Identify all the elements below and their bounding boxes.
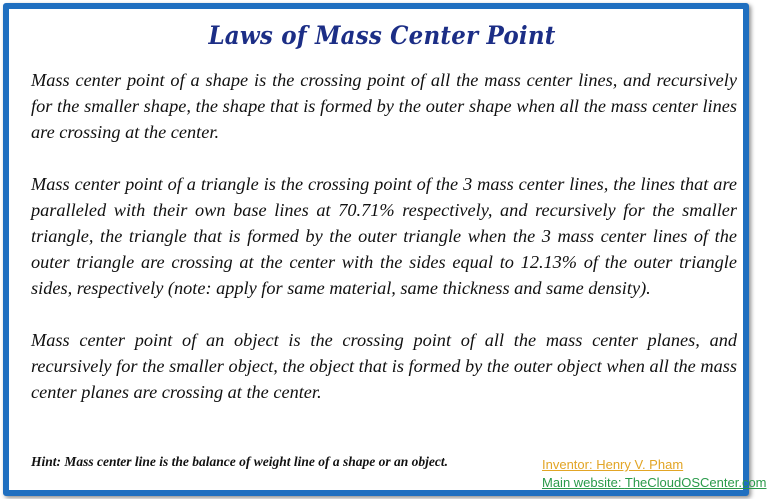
paragraph-shape: Mass center point of a shape is the crossing point of all the mass center lines, and recursively for the smaller shape, the shape that is formed by the outer shape when all the mass center lines are crossing at the center. [31,70,737,142]
inventor-link[interactable]: Inventor: Henry V. Pham [542,457,684,472]
paragraph-object: Mass center point of an object is the crossing point of all the mass center planes, and recursively for the smaller object, the object that is formed by the outer object when all the mass center planes are crossing at the center. [31,330,737,402]
hint-text: Hint: Mass center line is the balance of weight line of a shape or an object. [31,454,449,469]
paragraph-triangle: Mass center point of a triangle is the crossing point of the 3 mass center lines, the lines that are paralleled with their own base lines at 70.71% respectively, and recursively for the smaller triangle, the triangle that is formed by the outer triangle when the 3 mass center lines of the outer triangle are crossing at the center with the sides equal to 12.13% of the outer triangle sides, respectively (note: apply for same material, same thickness and same density). [31,174,737,298]
website-link[interactable] [542,474,767,492]
content-frame [3,3,767,496]
website-label: Main website: [542,475,622,490]
website-url[interactable]: TheCloudOSCenter.com [624,475,767,490]
credits [542,456,767,492]
body-text [31,67,737,405]
page-title: Laws of Mass Center Point [208,21,556,50]
